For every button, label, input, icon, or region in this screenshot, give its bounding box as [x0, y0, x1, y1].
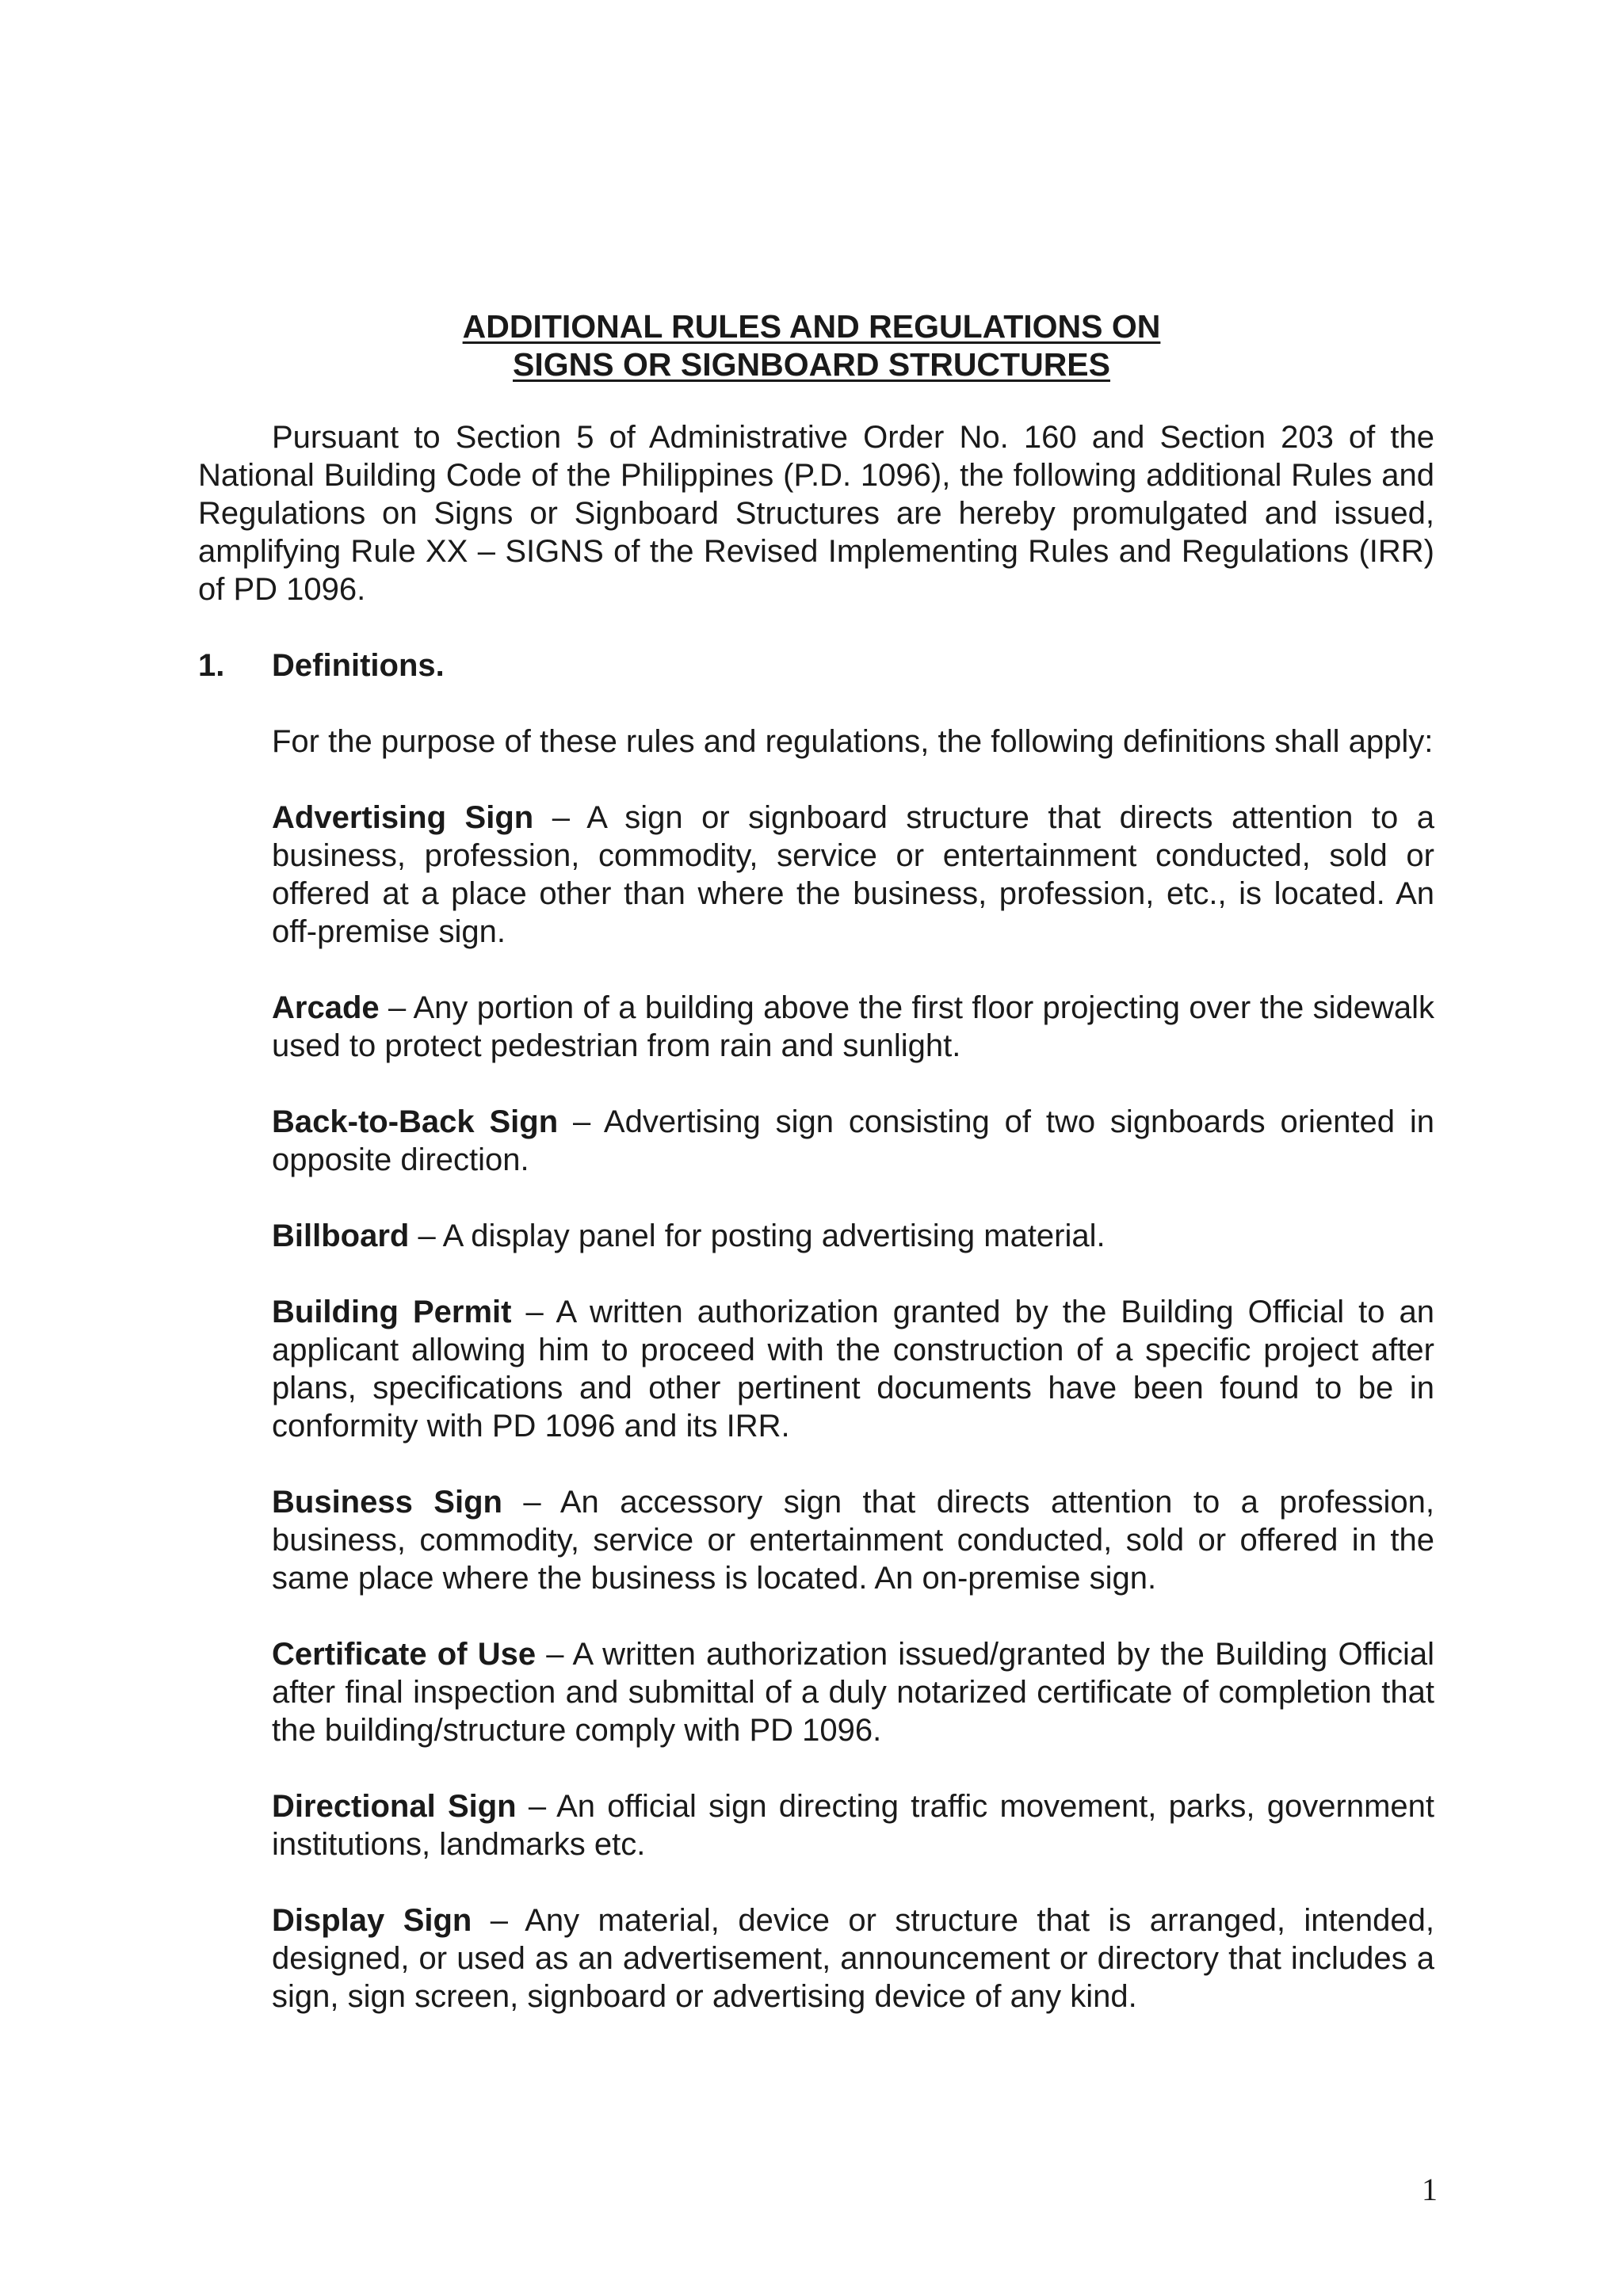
title-line-1: ADDITIONAL RULES AND REGULATIONS ON — [462, 308, 1161, 345]
definition-text: – A written authorization issued/granted by the Building Official after final inspection and submittal of a duly notarized certificate of completion that the building/structure comply with PD 1096. — [272, 1637, 1434, 1748]
title-line-2: SIGNS OR SIGNBOARD STRUCTURES — [513, 346, 1110, 383]
intro-paragraph: Pursuant to Section 5 of Administrative Order No. 160 and Section 203 of the National Building Code of the Philippines (P.D. 1096), the following additional Rules and Regulations on Signs or Signboard Structures are hereby promulgated and issued, amplifying Rule XX – SIGNS of the Revised Implementing Rules and Regulations (IRR) of PD 1096. — [198, 420, 1434, 607]
definition-text: – A written authorization granted by the Building Official to an applicant allowing him to proceed with the construction of a specific project after plans, specifications and other pertinent documents have been found to be in conformity with PD 1096 and its IRR. — [272, 1295, 1434, 1444]
definition-item — [272, 1635, 1434, 1749]
definition-term: Directional Sign — [272, 1789, 517, 1824]
definitions-list — [272, 723, 1434, 2054]
document-title — [0, 307, 1623, 383]
definition-item — [272, 1901, 1434, 2016]
definition-text: – An accessory sign that directs attention to a profession, business, commodity, service or entertainment conducted, sold or offered in the same place where the business is located. An on-premise sign. — [272, 1485, 1434, 1596]
definition-term: Arcade — [272, 990, 380, 1025]
definition-text: – A sign or signboard structure that directs attention to a business, profession, commodity, service or entertainment conducted, sold or offered at a place other than where the business, profession, etc., is located. An off-premise sign. — [272, 800, 1434, 949]
section-number: 1. — [198, 648, 225, 683]
definition-item — [272, 1483, 1434, 1597]
definition-text: – A display panel for posting advertising material. — [409, 1219, 1106, 1253]
definition-term: Billboard — [272, 1219, 410, 1253]
definition-item — [272, 1787, 1434, 1863]
definition-text: – Advertising sign consisting of two signboards oriented in opposite direction. — [272, 1104, 1435, 1177]
section-heading — [198, 646, 1434, 685]
section-title: Definitions. — [272, 648, 445, 683]
page-number: 1 — [1422, 2172, 1438, 2207]
definition-term: Advertising Sign — [272, 800, 534, 835]
definitions-lead: For the purpose of these rules and regulations, the following definitions shall apply: — [272, 724, 1434, 759]
definition-item — [272, 989, 1434, 1065]
definition-term: Business Sign — [272, 1485, 502, 1520]
definition-term: Back-to-Back Sign — [272, 1104, 559, 1139]
definition-item — [272, 1103, 1434, 1179]
definition-item — [272, 1293, 1434, 1445]
definition-text: – Any material, device or structure that is arranged, intended, designed, or used as an advertisement, announcement or directory that includes a sign, sign screen, signboard or advertising device of any kind. — [272, 1903, 1434, 2014]
definition-term: Certificate of Use — [272, 1637, 537, 1672]
definition-item — [272, 799, 1434, 951]
definition-text: – Any portion of a building above the first floor projecting over the sidewalk used to protect pedestrian from rain and sunlight. — [272, 990, 1434, 1063]
definition-item — [272, 1217, 1434, 1255]
definition-text: – An official sign directing traffic movement, parks, government institutions, landmarks etc. — [272, 1789, 1434, 1862]
definition-term: Building Permit — [272, 1295, 512, 1329]
definition-term: Display Sign — [272, 1903, 472, 1938]
